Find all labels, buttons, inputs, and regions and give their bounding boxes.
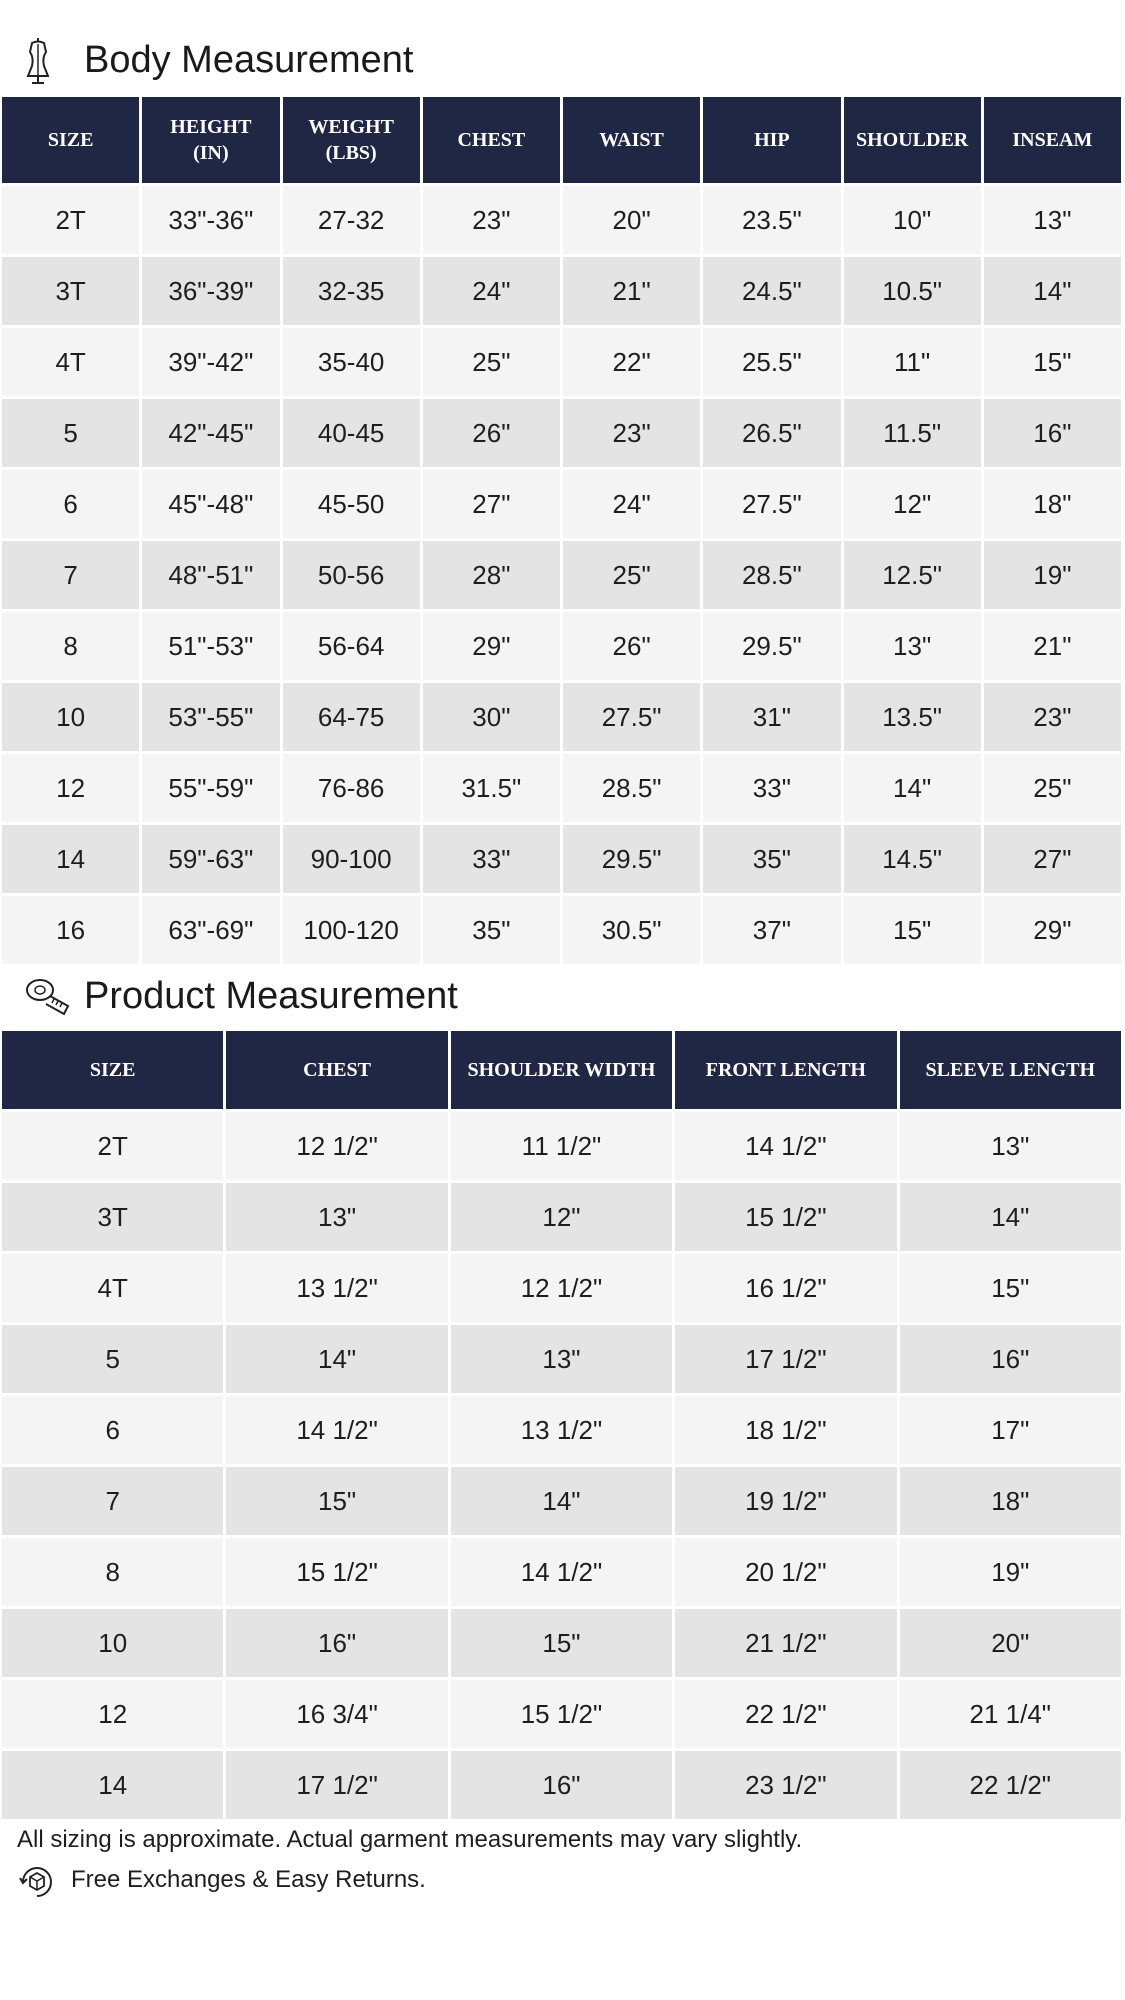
- table-cell: 16 1/2": [675, 1254, 896, 1322]
- table-cell: 14 1/2": [451, 1538, 672, 1606]
- table-cell: 14": [900, 1183, 1121, 1251]
- table-cell: 15": [226, 1467, 447, 1535]
- table-cell: 21": [563, 257, 700, 325]
- table-row: [2, 825, 1121, 893]
- table-cell: 24": [423, 257, 560, 325]
- table-cell: 14: [2, 825, 139, 893]
- table-cell: 12 1/2": [226, 1112, 447, 1180]
- table-cell: 4T: [2, 328, 139, 396]
- table-cell: 23 1/2": [675, 1751, 896, 1819]
- table-cell: 45-50: [283, 470, 420, 538]
- table-row: [2, 683, 1121, 751]
- table-cell: 14.5": [844, 825, 981, 893]
- table-cell: 16: [2, 896, 139, 964]
- table-cell: 3T: [2, 1183, 223, 1251]
- table-row: [2, 328, 1121, 396]
- table-cell: 35": [703, 825, 840, 893]
- table-cell: 18 1/2": [675, 1396, 896, 1464]
- header-text: SHOULDER: [856, 129, 969, 151]
- table-cell: 14 1/2": [675, 1112, 896, 1180]
- table-row: [2, 1538, 1121, 1606]
- table-cell: 24": [563, 470, 700, 538]
- returns-text: Free Exchanges & Easy Returns.: [71, 1866, 426, 1893]
- table-cell: 12: [2, 1680, 223, 1748]
- table-cell: 19 1/2": [675, 1467, 896, 1535]
- table-row: [2, 896, 1121, 964]
- table-cell: 6: [2, 1396, 223, 1464]
- body-col-header: [563, 97, 700, 183]
- body-col-header: [844, 97, 981, 183]
- table-cell: 22": [563, 328, 700, 396]
- product-col-header: SLEEVE LENGTH: [900, 1031, 1121, 1109]
- table-cell: 14": [451, 1467, 672, 1535]
- table-cell: 51"-53": [142, 612, 279, 680]
- table-cell: 20": [563, 186, 700, 254]
- table-row: [2, 399, 1121, 467]
- table-cell: 5: [2, 1325, 223, 1393]
- table-cell: 64-75: [283, 683, 420, 751]
- table-cell: 4T: [2, 1254, 223, 1322]
- body-col-header: [984, 97, 1121, 183]
- table-cell: 56-64: [283, 612, 420, 680]
- table-cell: 16 3/4": [226, 1680, 447, 1748]
- table-cell: 27": [984, 825, 1121, 893]
- table-cell: 2T: [2, 1112, 223, 1180]
- table-cell: 13 1/2": [226, 1254, 447, 1322]
- product-col-header: FRONT LENGTH: [675, 1031, 896, 1109]
- body-col-header: [703, 97, 840, 183]
- product-col-header: SIZE: [2, 1031, 223, 1109]
- body-measurement-heading: [0, 30, 600, 90]
- table-cell: 19": [984, 541, 1121, 609]
- table-cell: 17": [900, 1396, 1121, 1464]
- header-text: WEIGHT: [308, 116, 394, 138]
- table-cell: 23.5": [703, 186, 840, 254]
- table-cell: 14: [2, 1751, 223, 1819]
- table-cell: 31": [703, 683, 840, 751]
- table-cell: 10: [2, 1609, 223, 1677]
- header-unit: (LBS): [325, 142, 377, 164]
- table-cell: 23": [984, 683, 1121, 751]
- table-row: [2, 1183, 1121, 1251]
- header-text: SIZE: [47, 129, 94, 151]
- table-cell: 2T: [2, 186, 139, 254]
- body-col-header: [2, 97, 139, 183]
- header-text: HEIGHT: [170, 116, 252, 138]
- table-row: [2, 186, 1121, 254]
- table-row: [2, 257, 1121, 325]
- table-cell: 25": [984, 754, 1121, 822]
- table-cell: 8: [2, 1538, 223, 1606]
- sizing-disclaimer: All sizing is approximate. Actual garment measurements may vary slightly.: [17, 1826, 803, 1853]
- table-cell: 27-32: [283, 186, 420, 254]
- table-cell: 35": [423, 896, 560, 964]
- body-col-header: [283, 97, 420, 183]
- table-cell: 3T: [2, 257, 139, 325]
- table-cell: 33": [703, 754, 840, 822]
- table-cell: 45"-48": [142, 470, 279, 538]
- table-cell: 14 1/2": [226, 1396, 447, 1464]
- table-cell: 19": [900, 1538, 1121, 1606]
- table-cell: 11.5": [844, 399, 981, 467]
- product-col-header: SHOULDER WIDTH: [451, 1031, 672, 1109]
- table-cell: 23": [423, 186, 560, 254]
- header-text: WAIST: [599, 129, 664, 151]
- table-cell: 13": [226, 1183, 447, 1251]
- table-cell: 13.5": [844, 683, 981, 751]
- table-cell: 8: [2, 612, 139, 680]
- body-measurement-title: Body Measurement: [84, 38, 414, 81]
- table-cell: 35-40: [283, 328, 420, 396]
- table-cell: 28.5": [563, 754, 700, 822]
- table-cell: 33": [423, 825, 560, 893]
- table-cell: 7: [2, 1467, 223, 1535]
- table-cell: 27": [423, 470, 560, 538]
- table-cell: 25.5": [703, 328, 840, 396]
- header-text: HIP: [754, 129, 790, 151]
- table-cell: 31.5": [423, 754, 560, 822]
- table-cell: 16": [984, 399, 1121, 467]
- table-cell: 21 1/2": [675, 1609, 896, 1677]
- table-cell: 90-100: [283, 825, 420, 893]
- table-cell: 25": [563, 541, 700, 609]
- table-cell: 16": [900, 1325, 1121, 1393]
- table-cell: 17 1/2": [226, 1751, 447, 1819]
- table-cell: 13": [900, 1112, 1121, 1180]
- table-cell: 29.5": [563, 825, 700, 893]
- table-cell: 36"-39": [142, 257, 279, 325]
- table-cell: 12.5": [844, 541, 981, 609]
- table-cell: 10": [844, 186, 981, 254]
- table-cell: 28": [423, 541, 560, 609]
- header-text: INSEAM: [1012, 129, 1093, 151]
- table-cell: 32-35: [283, 257, 420, 325]
- table-cell: 13": [844, 612, 981, 680]
- product-measurement-heading: [0, 966, 600, 1026]
- table-cell: 13": [984, 186, 1121, 254]
- table-cell: 18": [984, 470, 1121, 538]
- table-cell: 15": [844, 896, 981, 964]
- table-cell: 6: [2, 470, 139, 538]
- table-row: [2, 1680, 1121, 1748]
- table-cell: 30": [423, 683, 560, 751]
- table-cell: 21": [984, 612, 1121, 680]
- dress-form-icon: [22, 36, 54, 86]
- table-cell: 27.5": [703, 470, 840, 538]
- table-cell: 20 1/2": [675, 1538, 896, 1606]
- table-cell: 42"-45": [142, 399, 279, 467]
- table-cell: 40-45: [283, 399, 420, 467]
- table-cell: 29": [984, 896, 1121, 964]
- table-cell: 12: [2, 754, 139, 822]
- table-row: [2, 1325, 1121, 1393]
- table-row: [2, 1609, 1121, 1677]
- table-cell: 26": [423, 399, 560, 467]
- table-cell: 17 1/2": [675, 1325, 896, 1393]
- table-cell: 27.5": [563, 683, 700, 751]
- table-row: [2, 754, 1121, 822]
- table-cell: 26.5": [703, 399, 840, 467]
- measuring-tape-icon: [24, 976, 72, 1018]
- table-cell: 14": [984, 257, 1121, 325]
- table-cell: 26": [563, 612, 700, 680]
- table-cell: 25": [423, 328, 560, 396]
- table-cell: 22 1/2": [900, 1751, 1121, 1819]
- product-measurement-table: [0, 1028, 1124, 1822]
- header-text: CHEST: [457, 129, 526, 151]
- table-cell: 21 1/4": [900, 1680, 1121, 1748]
- product-table-header-row: [2, 1031, 1121, 1109]
- table-cell: 12 1/2": [451, 1254, 672, 1322]
- table-row: [2, 1112, 1121, 1180]
- table-cell: 59"-63": [142, 825, 279, 893]
- table-cell: 23": [563, 399, 700, 467]
- table-cell: 37": [703, 896, 840, 964]
- body-measurement-table: [0, 94, 1124, 967]
- table-cell: 5: [2, 399, 139, 467]
- product-measurement-title: Product Measurement: [84, 974, 458, 1017]
- table-cell: 12": [451, 1183, 672, 1251]
- table-cell: 50-56: [283, 541, 420, 609]
- table-cell: 15": [900, 1254, 1121, 1322]
- table-cell: 15 1/2": [451, 1680, 672, 1748]
- table-cell: 10.5": [844, 257, 981, 325]
- table-cell: 53"-55": [142, 683, 279, 751]
- table-cell: 7: [2, 541, 139, 609]
- table-cell: 10: [2, 683, 139, 751]
- header-unit: (IN): [193, 142, 229, 164]
- table-row: [2, 1467, 1121, 1535]
- return-box-icon: [17, 1862, 57, 1902]
- table-cell: 55"-59": [142, 754, 279, 822]
- table-cell: 16": [451, 1751, 672, 1819]
- table-cell: 13 1/2": [451, 1396, 672, 1464]
- table-cell: 22 1/2": [675, 1680, 896, 1748]
- table-cell: 24.5": [703, 257, 840, 325]
- table-row: [2, 1751, 1121, 1819]
- body-col-header: [142, 97, 279, 183]
- table-cell: 15 1/2": [226, 1538, 447, 1606]
- table-cell: 18": [900, 1467, 1121, 1535]
- table-cell: 14": [226, 1325, 447, 1393]
- table-row: [2, 541, 1121, 609]
- table-cell: 28.5": [703, 541, 840, 609]
- table-cell: 63"-69": [142, 896, 279, 964]
- product-col-header: CHEST: [226, 1031, 447, 1109]
- table-row: [2, 612, 1121, 680]
- body-col-header: [423, 97, 560, 183]
- table-cell: 48"-51": [142, 541, 279, 609]
- table-cell: 14": [844, 754, 981, 822]
- table-cell: 11 1/2": [451, 1112, 672, 1180]
- table-row: [2, 1254, 1121, 1322]
- body-table-header-row: [2, 97, 1121, 183]
- table-cell: 29.5": [703, 612, 840, 680]
- table-cell: 39"-42": [142, 328, 279, 396]
- table-cell: 13": [451, 1325, 672, 1393]
- table-cell: 33"-36": [142, 186, 279, 254]
- table-cell: 11": [844, 328, 981, 396]
- table-cell: 30.5": [563, 896, 700, 964]
- table-cell: 76-86: [283, 754, 420, 822]
- table-row: [2, 470, 1121, 538]
- table-row: [2, 1396, 1121, 1464]
- table-cell: 100-120: [283, 896, 420, 964]
- table-cell: 20": [900, 1609, 1121, 1677]
- table-cell: 16": [226, 1609, 447, 1677]
- table-cell: 15 1/2": [675, 1183, 896, 1251]
- table-cell: 29": [423, 612, 560, 680]
- table-cell: 15": [451, 1609, 672, 1677]
- table-cell: 15": [984, 328, 1121, 396]
- table-cell: 12": [844, 470, 981, 538]
